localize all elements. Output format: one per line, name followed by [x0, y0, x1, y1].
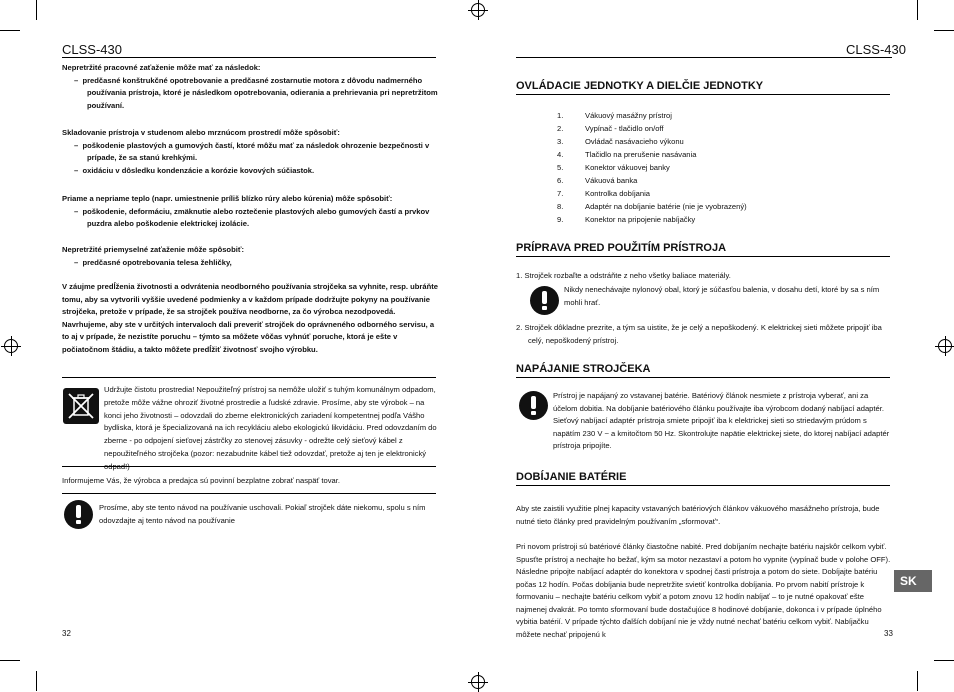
list-item: 9. Konektor na pripojenie nabíjačky — [557, 215, 696, 224]
crop-mark — [0, 660, 20, 661]
list-item: 2. Vypínač - tlačidlo on/off — [557, 124, 664, 133]
section-industrial-load — [62, 244, 438, 269]
prep-warning-text: Nikdy nenechávajte nylonový obal, ktorý je súčasťou balenia, v dosahu detí, ktoré by sa s ním mohli hrať. — [564, 285, 880, 307]
list-item: 8. Adaptér na dobíjanie batérie (nie je vyobrazený) — [557, 202, 747, 211]
paragraph-heading: Priame a nepriame teplo (napr. umiestnenie príliš blízko rúry alebo kúrenia) môže spôsobiť: — [62, 194, 393, 203]
crop-mark — [917, 671, 918, 691]
bullet-item: – predčasné opotrebovania telesa žehličky, — [74, 257, 232, 267]
crop-mark — [917, 0, 918, 20]
lifetime-paragraph: V záujme predĺženia životnosti a odvrátenia neodborného používania strojčeka sa vyhnite, resp. ubráňte tomu, aby sa vytvorili vyššie uvedené podmienky a v každom prípade dodržujte pokyny na používanie strojčeka, pretože v prípade, že sa strojček používa neodborne, za čo výrobca nezodpovedá. Navrhujeme, aby ste v určitých intervaloch dali preveriť strojček do oprávneného odborného servisu, a to aj v prípade, že nezistíte poruchu – týmto sa môžete vôčas vyhnúť poruche, ktorá je ešte v počiatočnom štádiu, a takto môžete predĺžiť životnosť svojho výrobku. — [62, 282, 438, 354]
registration-mark-icon — [471, 3, 485, 17]
bullet-item: – poškodenie, deformáciu, zmäknutie alebo roztečenie plastových alebo gumových častí a prvkov puzdra alebo poškodenie elektrickej izolácie. — [74, 206, 430, 228]
paragraph-heading: Skladovanie prístroja v studenom alebo mrznúcom prostredí môže spôsobiť: — [62, 128, 340, 137]
recycling-text: Udržujte čistotu prostredia! Nepoužiteľný prístroj sa nemôže uložiť s tuhým komunálnym odpadom, pretože môže vážne ohroziť životné prostredie a ľudské zdravie. Prosíme, aby ste výrobok – na konci jeho životnosti – odovzdali do zberne elektronických zariadení kompetentnej podľa Vášho bydliska, ktorá je špecializovaná na ich recykláciu alebo ekologickú likvidáciu. Pred odovzdaním do zberne - po odpojení sieťovej zástrčky zo stenovej zásuvky - odrežte celý sieťový kábel z nepoužiteľného strojčeka (pozor: nezabudnite kábel tiež odovzdať, pretože aj ten je elektronický — [104, 385, 437, 458]
crop-mark — [36, 0, 37, 20]
paragraph-heading: Nepretržité pracovné zaťaženie môže mať za následok: — [62, 63, 261, 72]
header-rule — [62, 57, 436, 58]
section-title-controls: OVLÁDACIE JEDNOTKY A DIELČIE JEDNOTKY — [516, 80, 890, 95]
bullet-item: – oxidáciu v dôsledku kondenzácie a korózie kovových súčiastok. — [74, 165, 315, 175]
bullet-item: – predčasné konštrukčné opotrebovanie a predčasné zostarnutie motora z dôvodu nadmerného používania prístroja, ktoré je následkom opotrebovania, odierania a prehrievania pri nepretržitom používaní. — [74, 75, 438, 110]
power-text: Prístroj je napájaný zo vstavanej batérie. Batériový článok nesmiete z prístroja vyberať, ani za účelom dobitia. Na dobíjanie batériového článku používajte iba výrobcom dodaný nabíjací adaptér. Sieťový nabíjací adaptér prístroja smiete pripojiť iba k elektrickej sieti so striedavým prúdom s napätím 230 V ~ a kmitočtom 50 Hz. Skontrolujte napätie elektrickej siete, do ktorej nabíjací adaptér prístroja pripojíte. — [553, 391, 890, 450]
charging-paragraph-2: Pri novom prístroji sú batériové články čiastočne nabité. Pred dobíjaním nechajte batériu najskôr celkom vybiť. Spusťte prístroj a nechajte ho bežať, kým sa motor nezastaví a potom ho vypnite (vypínač bude v polohe OFF). Následne pripojte nabíjací adaptér do konektora v spodnej časti prístroja a potom do siete. Dobíjajte batériu počas 12 hodín. Počas dobíjania bude nepretržite svietiť kontrolka dobíjania. Po prvom nabití prístroje k formovaniu – nechajte batériu celkom vybiť a potom znovu 12 hodín nabíjať – to je nutné opakovať ešte najmenej dvakrát. Po tomto sformovaní bude dostačujúce 8 hodinové dobíjanie, dokonca i v prípade úplného vybitia batérií. V prípade týchto ďalších dobíjaní nie je vždy nutné nechať batériu celkom vybiť. Nabíjačku môžete nechať pripojenú k — [516, 542, 891, 639]
section-title-charging: DOBÍJANIE BATÉRIE — [516, 471, 890, 486]
registration-mark-icon — [471, 675, 485, 689]
registration-mark-icon — [4, 339, 18, 353]
registration-mark-icon — [938, 339, 952, 353]
warning-icon — [530, 286, 559, 315]
prep-step-2: 2. Strojček dôkladne prezrite, a tým sa uistite, že je celý a nepoškodený. K elektrickej sieti môžete pripojiť iba celý, nepoškodený prístroj. — [516, 323, 882, 345]
warning-icon — [519, 391, 548, 420]
divider — [62, 466, 436, 467]
page-header-right: CLSS-430 — [846, 42, 906, 57]
take-back-text: Informujeme Vás, že výrobca a predajca sú povinní bezplatne zobrať naspäť tovar. — [62, 476, 340, 485]
prep-step-1: 1. Strojček rozbaľte a odstráňte z neho všetky baliace materiály. — [516, 271, 731, 280]
keep-manual-text: Prosíme, aby ste tento návod na používanie uschovali. Pokiaľ strojček dáte niekomu, spolu s ním odovzdajte aj tento návod na používanie — [99, 503, 426, 525]
list-item: 1. Vákuový masážny prístroj — [557, 111, 672, 120]
warning-icon — [64, 500, 93, 529]
list-item: 6. Vákuová banka — [557, 176, 638, 185]
section-title-preparation: PRÍPRAVA PRED POUŽITÍM PRÍSTROJA — [516, 242, 890, 257]
section-cold-storage — [62, 127, 438, 177]
list-item: 7. Kontrolka dobíjania — [557, 189, 651, 198]
crop-mark — [934, 660, 954, 661]
divider — [62, 493, 436, 494]
header-rule — [516, 57, 892, 58]
list-item: 4. Tlačidlo na prerušenie nasávania — [557, 150, 697, 159]
page-number-left: 32 — [62, 629, 71, 638]
section-continuous-load — [62, 62, 438, 112]
crossed-bin-recycling-icon — [63, 388, 99, 424]
crop-mark — [36, 671, 37, 691]
page-number-right: 33 — [884, 629, 893, 638]
divider — [62, 377, 436, 378]
list-item: 3. Ovládač nasávacieho výkonu — [557, 137, 684, 146]
crop-mark — [934, 30, 954, 31]
charging-paragraph-1: Aby ste zaistili využitie plnej kapacity vstavaných batériových článkov vákuového masážneho prístroja, bude nutné tieto články pred pravidelným používaním „sformovať“. — [516, 504, 880, 526]
section-title-power: NAPÁJANIE STROJČEKA — [516, 363, 890, 378]
bullet-item: – poškodenie plastových a gumových častí, ktoré môžu mať za následok ohrozenie bezpečnosti v prípade, že sa stanú krehkými. — [74, 140, 430, 162]
section-heat — [62, 193, 438, 231]
list-item: 5. Konektor vákuovej banky — [557, 163, 670, 172]
page-header-left: CLSS-430 — [62, 42, 122, 57]
crop-mark — [0, 30, 20, 31]
paragraph-heading: Nepretržité priemyselné zaťaženie môže spôsobiť: — [62, 245, 244, 254]
language-tab: SK — [894, 570, 932, 592]
